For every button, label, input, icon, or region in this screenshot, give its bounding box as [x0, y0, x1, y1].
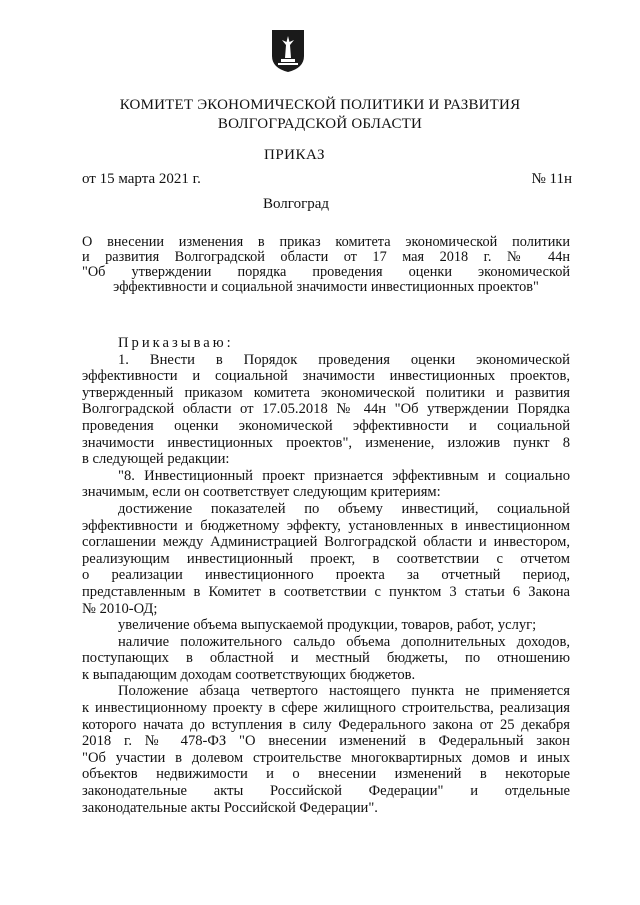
body-line: наличие положительного сальдо объема дополнительных доходов, [118, 633, 570, 650]
committee-line-2: ВОЛГОГРАДСКОЙ ОБЛАСТИ [217, 116, 423, 132]
body-line: Волгоградской области от 17.05.2018 № 44н "Об утверждении Порядка [82, 401, 570, 418]
body-line: проведения оценки экономической эффективности и социальной [82, 417, 570, 434]
body-line: 1. Внести в Порядок проведения оценки экономической [118, 351, 570, 368]
body-line: № 2010-ОД; [82, 600, 158, 617]
document-subject [82, 235, 570, 295]
body-line: которого начата до вступления в силу Федерального закона от 25 декабря [82, 716, 570, 733]
body-line: утвержденный приказом комитета экономической политики и развития [82, 384, 570, 401]
body-line: значимости инвестиционных проектов", изменение, изложив пункт 8 [82, 434, 570, 451]
body-line: поступающих в областной и местный бюджеты, по отношению [82, 650, 570, 667]
subject-line: и развития Волгоградской области от 17 мая 2018 г. № 44н [82, 249, 570, 265]
body-line: соглашении между Администрацией Волгоградской области и инвестором, [82, 534, 570, 551]
body-line: достижение показателей по объему инвестиций, социальной [118, 500, 570, 517]
body-line: о реализации инвестиционного проекта за отчетный период, [82, 567, 570, 584]
body-line: эффективности и бюджетному эффекту, установленных в инвестиционном [82, 517, 570, 534]
document-number: № 11н [531, 171, 572, 187]
committee-line-1: КОМИТЕТ ЭКОНОМИЧЕСКОЙ ПОЛИТИКИ И РАЗВИТИЯ [119, 97, 521, 113]
body-line: к инвестиционному проекту в сфере жилищного строительства, реализация [82, 700, 570, 717]
document-date: от 15 марта 2021 г. [82, 171, 201, 187]
body-line: объектов недвижимости и о внесении изменений в некоторые [82, 766, 570, 783]
volgograd-emblem-icon [270, 28, 306, 74]
subject-line: О внесении изменения в приказ комитета экономической политики [82, 234, 570, 250]
body-line: "8. Инвестиционный проект признается эффективным и социально [118, 467, 570, 484]
body-line: к выпадающим доходам соответствующих бюджетов. [82, 666, 416, 683]
committee-name [0, 96, 640, 134]
body-line: "Об участии в долевом строительстве многоквартирных домов и иных [82, 749, 570, 766]
document-type: ПРИКАЗ [264, 147, 325, 163]
body-line: законодательные акты Российской Федерации". [82, 799, 378, 816]
subject-line: эффективности и социальной значимости инвестиционных проектов" [113, 279, 539, 295]
body-line: увеличение объема выпускаемой продукции, товаров, работ, услуг; [118, 617, 537, 634]
body-line: в следующей редакции: [82, 451, 230, 468]
order-word: Приказываю: [118, 335, 234, 351]
body-line: эффективности и социальной значимости инвестиционных проектов, [82, 368, 570, 385]
body-line: реализующим инвестиционный проект, в соответствии с отчетом [82, 550, 570, 567]
subject-line: "Об утверждении порядка проведения оценки экономической [82, 264, 570, 280]
body-line: Положение абзаца четвертого настоящего пункта не применяется [118, 683, 570, 700]
document-city: Волгоград [263, 196, 330, 212]
body-line: законодательные акты Российской Федерации" и отдельные [82, 783, 570, 800]
body-line: значимым, если он соответствует следующим критериям: [82, 484, 441, 501]
document-body [82, 335, 570, 816]
body-line: 2018 г. № 478-ФЗ "О внесении изменений в Федеральный закон [82, 733, 570, 750]
body-line: представленным в Комитет в соответствии с пунктом 3 статьи 6 Закона [82, 583, 570, 600]
